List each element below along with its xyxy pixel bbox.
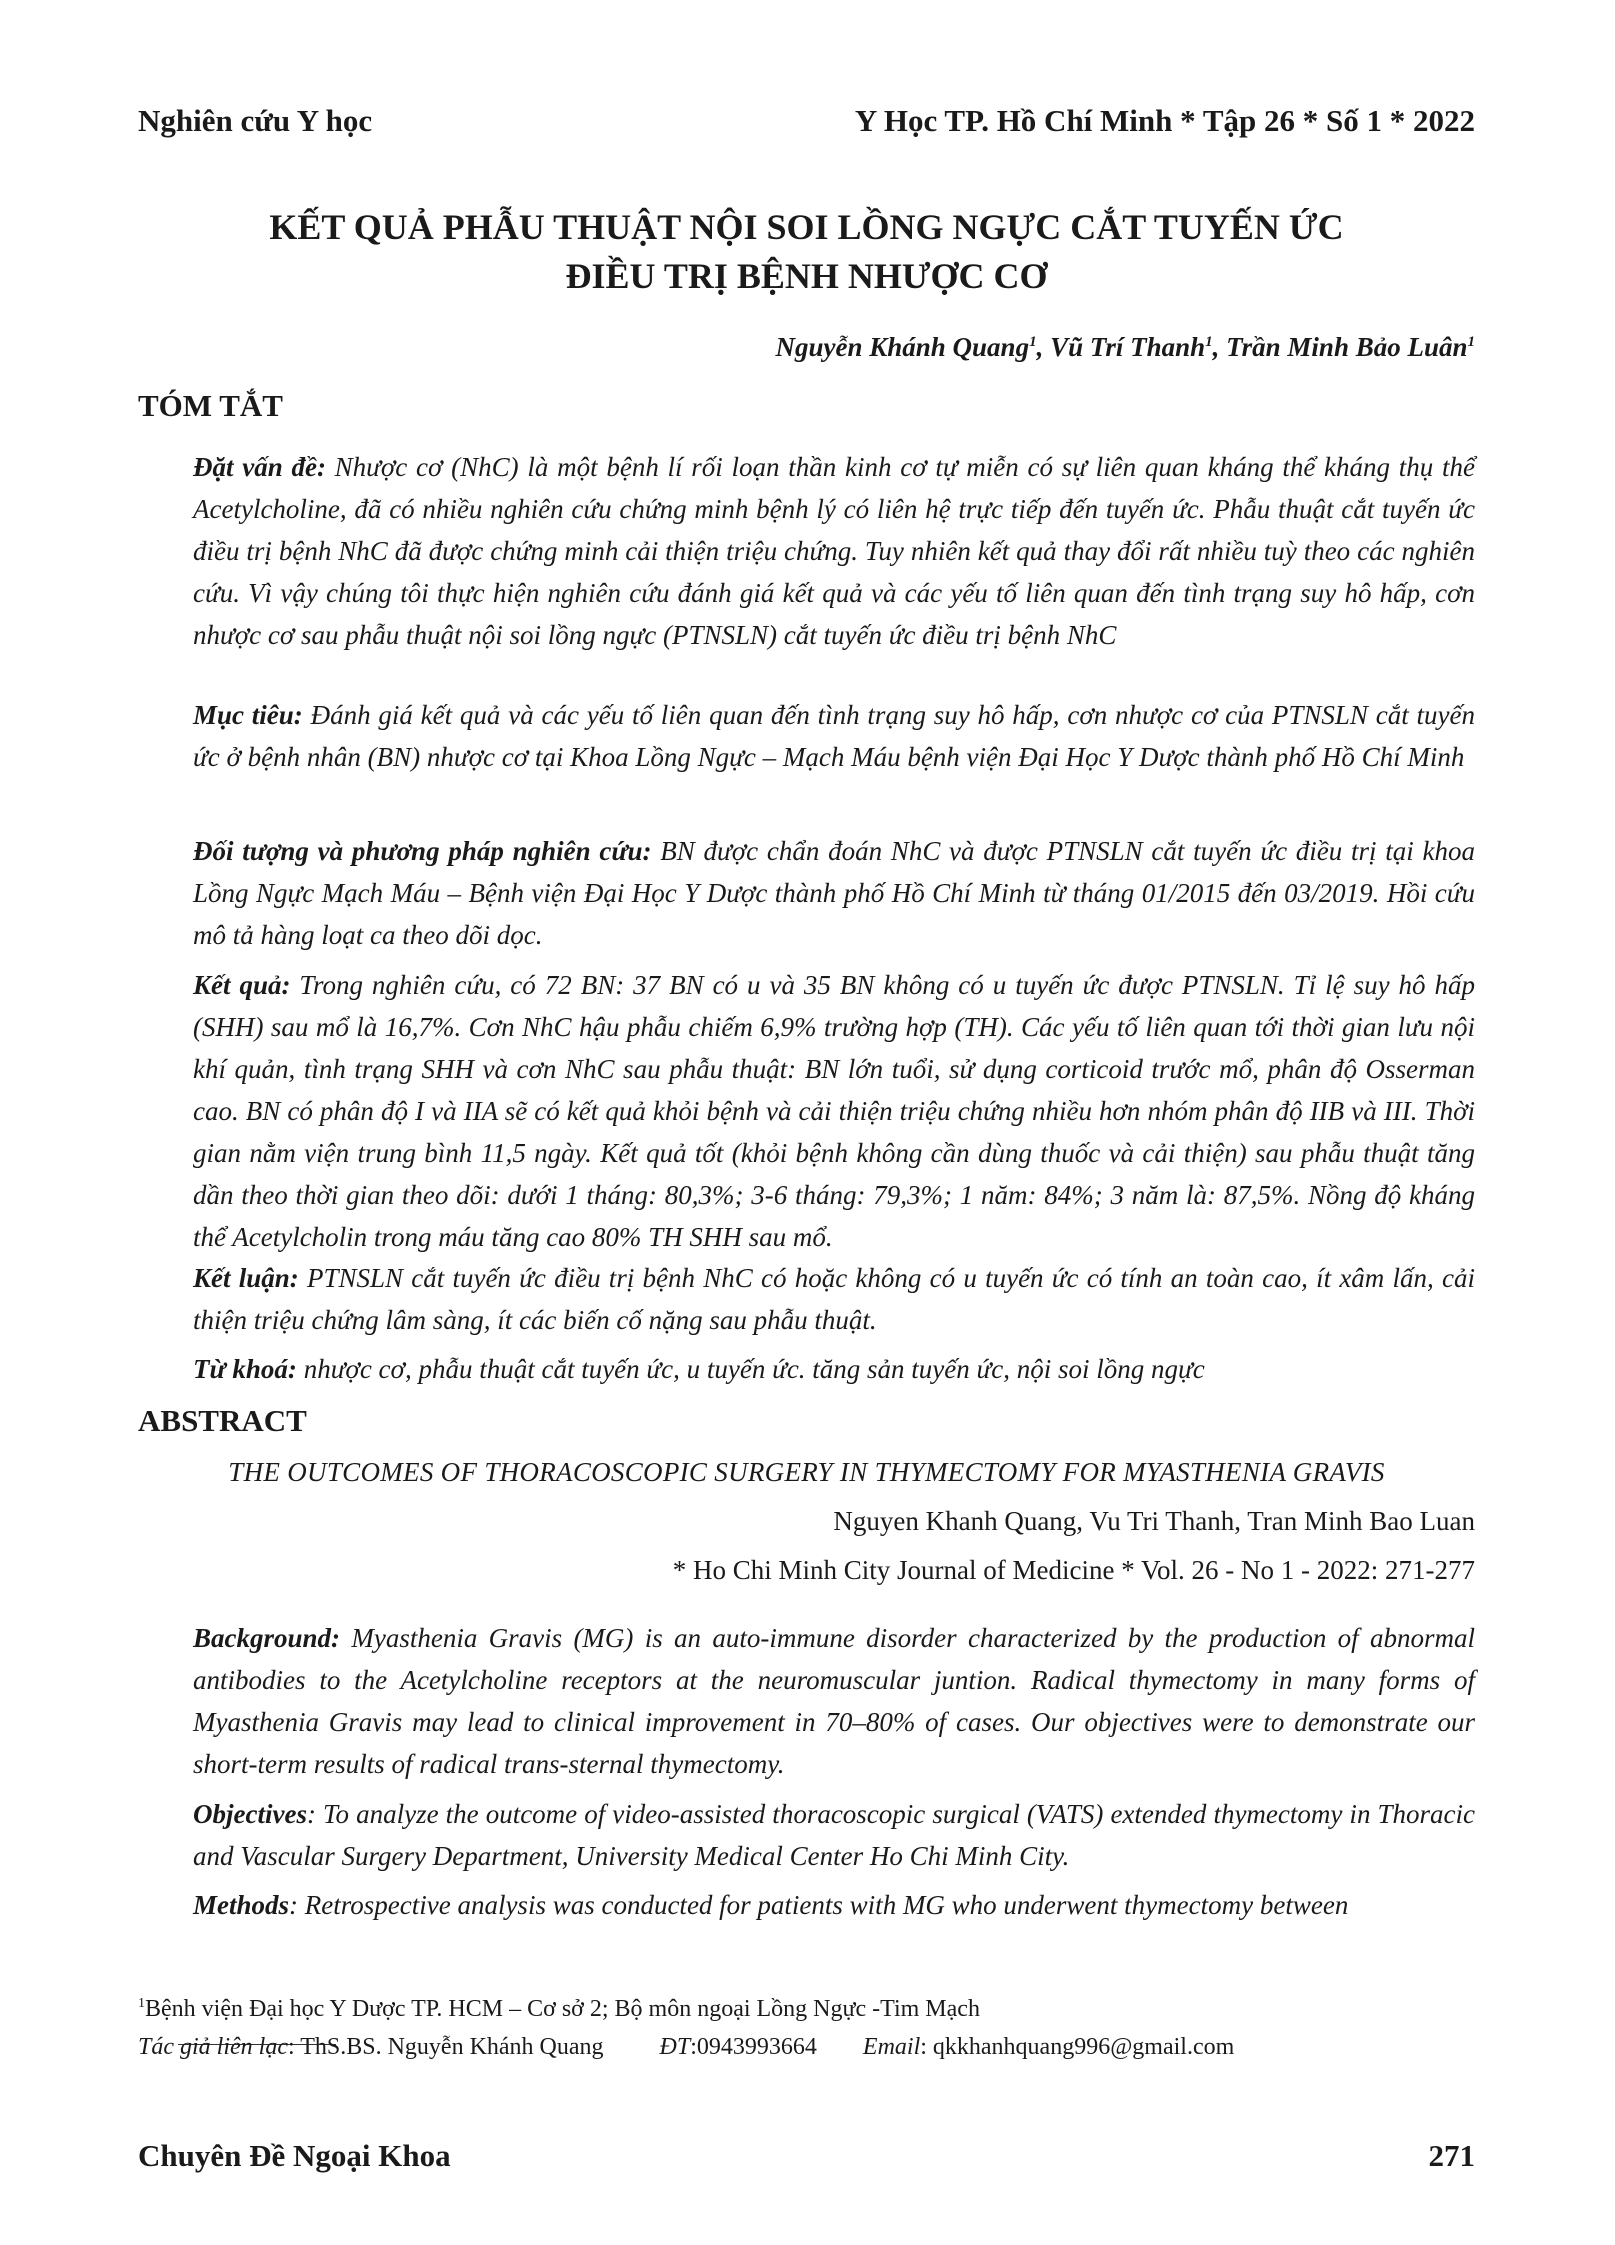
footnote-contact <box>138 2034 1234 2061</box>
phone-label: ĐT <box>659 2034 691 2060</box>
contact-label: Tác giả liên lạc <box>138 2034 288 2060</box>
abstract-objectives-text: : To analyze the outcome of video-assisted thoracoscopic surgical (VATS) extended thymectomy in Thoracic and Vascular Surgery Department, University Medical Center Ho Chi Minh City. <box>193 1799 1475 1871</box>
abstract-background-text: Myasthenia Gravis (MG) is an auto-immune disorder characterized by the production of abnormal antibodies to the Acetylcholine receptors at the neuromuscular juntion. Radical thymectomy in many forms of Myasthenia Gravis may lead to clinical improvement in 70–80% of cases. Our objectives were to demonstrate our short-term results of radical trans-sternal thymectomy. <box>193 1623 1475 1779</box>
abstract-title: THE OUTCOMES OF THORACOSCOPIC SURGERY IN THYMECTOMY FOR MYASTHENIA GRAVIS <box>228 1457 1385 1487</box>
tomtat-background-text: Nhược cơ (NhC) là một bệnh lí rối loạn thần kinh cơ tự miễn có sự liên quan kháng thể kháng thụ thể Acetylcholine, đã có nhiều nghiên cứu chứng minh bệnh lý có liên hệ trực tiếp đến tuyến ức. Phẫu thuật cắt tuyến ức điều trị bệnh NhC đã được chứng minh cải thiện triệu chứng. Tuy nhiên kết quả thay đổi rất nhiều tuỳ theo các nghiên cứu. Vì vậy chúng tôi thực hiện nghiên cứu đánh giá kết quả và các yếu tố liên quan đến tình trạng suy hô hấp, cơn nhược cơ sau phẫu thuật nội soi lồng ngực (PTNSLN) cắt tuyến ức điều trị bệnh NhC <box>193 452 1475 650</box>
tomtat-keywords <box>138 1348 1475 1390</box>
author-1: Nguyễn Khánh Quang <box>775 332 1030 362</box>
abstract-methods <box>138 1884 1475 1926</box>
tomtat-results-label: Kết quả: <box>193 970 291 1000</box>
email-label: Email <box>862 2034 921 2060</box>
footnote-affiliation <box>138 1996 980 2023</box>
running-header <box>138 103 1475 147</box>
article-title <box>138 203 1475 301</box>
author-3: Trần Minh Bảo Luân <box>1226 332 1468 362</box>
header-journal: Y Học TP. Hồ Chí Minh * Tập 26 * Số 1 * 2022 <box>854 103 1475 138</box>
title-line-1: KẾT QUẢ PHẪU THUẬT NỘI SOI LỒNG NGỰC CẮT TUYẾN ỨC <box>269 207 1344 247</box>
tomtat-keywords-label: Từ khoá: <box>193 1354 297 1384</box>
author-separator: , <box>1212 332 1227 362</box>
abstract-objectives-label: Objectives <box>193 1799 307 1829</box>
authors <box>775 332 1475 363</box>
author-separator: , <box>1036 332 1051 362</box>
tomtat-results <box>138 964 1475 1258</box>
author-2: Vũ Trí Thanh <box>1050 332 1206 362</box>
tomtat-conclusion-label: Kết luận: <box>193 1263 299 1293</box>
phone-number: :0943993664 <box>690 2034 817 2060</box>
tomtat-methods <box>138 830 1475 956</box>
abstract-objectives <box>138 1793 1475 1877</box>
footer-section: Chuyên Đề Ngoại Khoa <box>138 2138 451 2173</box>
footnote-sup: 1 <box>138 1996 145 2011</box>
tomtat-methods-label: Đối tượng và phương pháp nghiên cứu: <box>193 836 652 866</box>
abstract-heading: ABSTRACT <box>138 1403 307 1438</box>
running-footer <box>138 2138 1475 2182</box>
abstract-citation: * Ho Chi Minh City Journal of Medicine * Vol. 26 - No 1 - 2022: 271-277 <box>672 1555 1475 1585</box>
author-3-affiliation: 1 <box>1467 334 1475 350</box>
tomtat-results-text: Trong nghiên cứu, có 72 BN: 37 BN có u và 35 BN không có u tuyến ức được PTNSLN. Tỉ lệ suy hô hấp (SHH) sau mổ là 16,7%. Cơn NhC hậu phẫu chiếm 6,9% trường hợp (TH). Các yếu tố liên quan tới thời gian lưu nội khí quản, tình trạng SHH và cơn NhC sau phẫu thuật: BN lớn tuổi, sử dụng corticoid trước mổ, phân độ Osserman cao. BN có phân độ I và IIA sẽ có kết quả khỏi bệnh và cải thiện triệu chứng nhiều hơn nhóm phân độ IIB và III. Thời gian nằm viện trung bình 11,5 ngày. Kết quả tốt (khỏi bệnh không cần dùng thuốc và cải thiện) sau phẫu thuật tăng dần theo thời gian theo dõi: dưới 1 tháng: 80,3%; 3-6 tháng: 79,3%; 1 năm: 84%; 3 năm là: 87,5%. Nồng độ kháng thể Acetylcholin trong máu tăng cao 80% TH SHH sau mổ. <box>193 970 1475 1252</box>
contact-name: : ThS.BS. Nguyễn Khánh Quang <box>287 2034 604 2060</box>
footnote-affiliation-text: Bệnh viện Đại học Y Dược TP. HCM – Cơ sở 2; Bộ môn ngoại Lồng Ngực -Tim Mạch <box>145 1996 980 2022</box>
author-1-affiliation: 1 <box>1029 334 1037 350</box>
author-2-affiliation: 1 <box>1205 334 1213 350</box>
abstract-methods-label: Methods <box>193 1890 290 1920</box>
tomtat-keywords-text: nhược cơ, phẫu thuật cắt tuyến ức, u tuyến ức. tăng sản tuyến ức, nội soi lồng ngực <box>296 1354 1205 1384</box>
tomtat-objective-label: Mục tiêu: <box>193 700 303 730</box>
tomtat-objective-text: Đánh giá kết quả và các yếu tố liên quan đến tình trạng suy hô hấp, cơn nhược cơ của PTNSLN cắt tuyến ức ở bệnh nhân (BN) nhược cơ tại Khoa Lồng Ngực – Mạch Máu bệnh viện Đại Học Y Dược thành phố Hồ Chí Minh <box>193 700 1475 772</box>
header-left: Nghiên cứu Y học <box>138 103 373 138</box>
abstract-background-label: Background: <box>193 1623 341 1653</box>
tomtat-background-label: Đặt vấn đề: <box>193 452 326 482</box>
abstract-authors: Nguyen Khanh Quang, Vu Tri Thanh, Tran Minh Bao Luan <box>833 1506 1475 1536</box>
title-line-2: ĐIỀU TRỊ BỆNH NHƯỢC CƠ <box>565 256 1048 296</box>
email-address[interactable]: : qkkhanhquang996@gmail.com <box>920 2034 1235 2060</box>
abstract-methods-text: : Retrospective analysis was conducted for patients with MG who underwent thymectomy between <box>289 1890 1349 1920</box>
tomtat-conclusion <box>138 1257 1475 1341</box>
tomtat-background <box>138 446 1475 656</box>
tomtat-conclusion-text: PTNSLN cắt tuyến ức điều trị bệnh NhC có hoặc không có u tuyến ức có tính an toàn cao, ít xâm lấn, cải thiện triệu chứng lâm sàng, ít các biến cố nặng sau phẫu thuật. <box>193 1263 1475 1335</box>
page-number: 271 <box>1428 2138 1475 2173</box>
tomtat-methods-text: BN được chẩn đoán NhC và được PTNSLN cắt tuyến ức điều trị tại khoa Lồng Ngực Mạch Máu – Bệnh viện Đại Học Y Dược thành phố Hồ Chí Minh từ tháng 01/2015 đến 03/2019. Hồi cứu mô tả hàng loạt ca theo dõi dọc. <box>193 836 1475 950</box>
abstract-background <box>138 1617 1475 1785</box>
tomtat-heading: TÓM TẮT <box>138 388 283 423</box>
tomtat-objective <box>138 694 1475 778</box>
